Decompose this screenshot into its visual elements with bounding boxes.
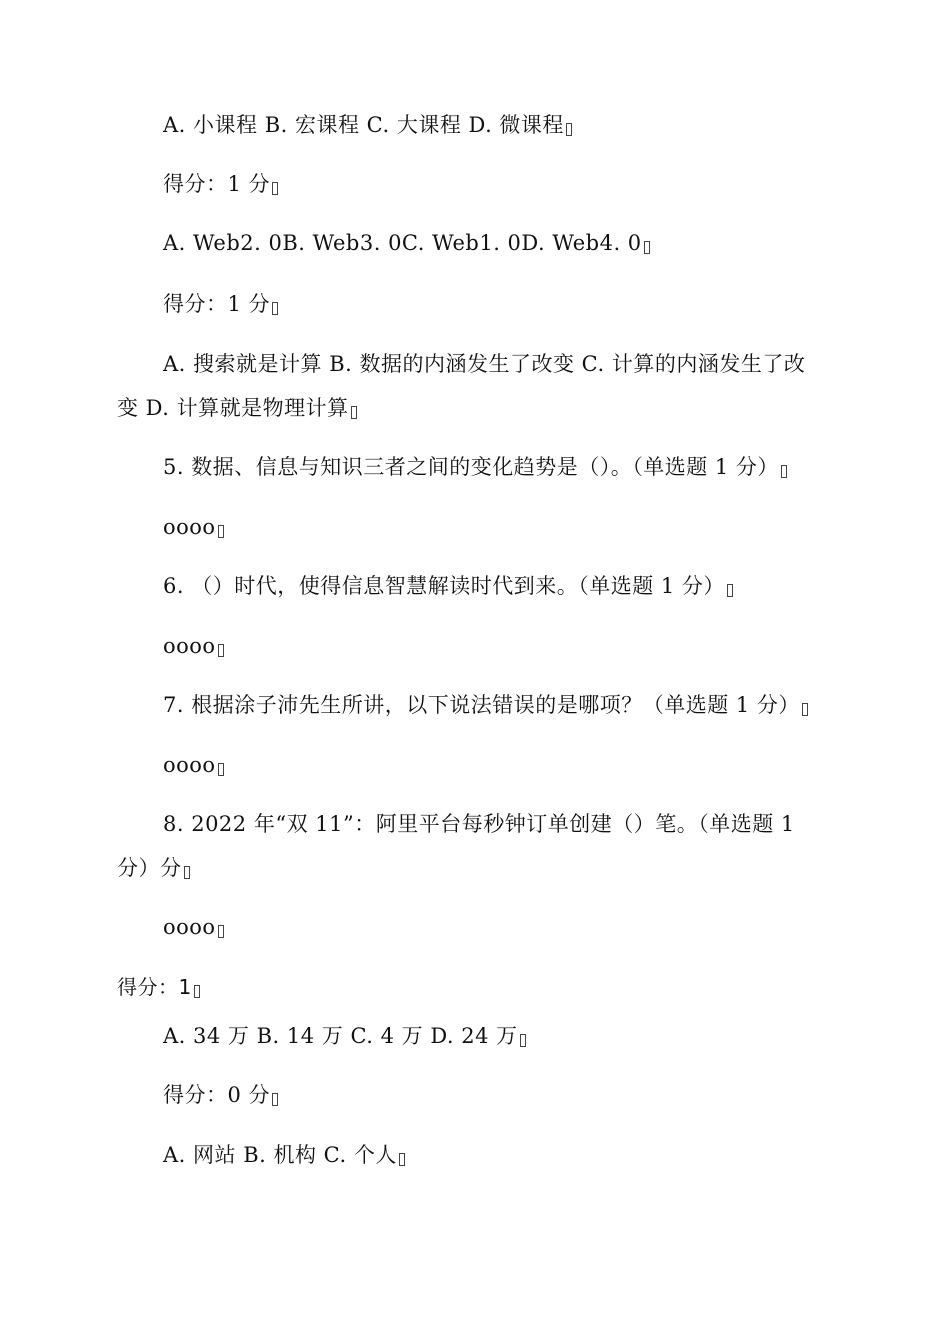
radio-options-5 — [163, 505, 823, 549]
score-text: 得分：1 分 — [163, 172, 271, 196]
score-line-3 — [163, 1073, 823, 1117]
paragraph-mark-icon — [781, 465, 787, 478]
question-6 — [163, 564, 823, 608]
question-7 — [163, 683, 823, 727]
radio-options-text: oooo — [163, 915, 216, 939]
options-text: A. 34 万 B. 14 万 C. 4 万 D. 24 万 — [163, 1024, 518, 1048]
paragraph-mark-icon — [802, 703, 808, 716]
paragraph-mark-icon — [272, 182, 278, 195]
options-text: A. 小课程 B. 宏课程 C. 大课程 D. 微课程 — [163, 113, 564, 137]
radio-options-text: oooo — [163, 634, 216, 658]
question-text: 6. （）时代，使得信息智慧解读时代到来。（单选题 1 分） — [163, 574, 725, 598]
paragraph-mark-icon — [727, 584, 733, 597]
paragraph-mark-icon — [218, 644, 224, 657]
question-text: 8. 2022 年“双 11”：阿里平台每秒钟订单创建（）笔。（单选题 1 分）分 — [117, 812, 795, 880]
score-line-bold — [117, 965, 777, 1009]
score-text: 得分：1 — [117, 975, 192, 999]
score-line-1 — [163, 162, 823, 206]
radio-options-6 — [163, 624, 823, 668]
options-line-3 — [117, 342, 823, 430]
paragraph-mark-icon — [218, 925, 224, 938]
question-text: 7. 根据涂子沛先生所讲，以下说法错误的是哪项？（单选题 1 分） — [163, 693, 800, 717]
paragraph-mark-icon — [351, 406, 357, 419]
paragraph-mark-icon — [520, 1034, 526, 1047]
options-line-1 — [163, 103, 823, 147]
paragraph-mark-icon — [194, 985, 200, 998]
paragraph-mark-icon — [272, 302, 278, 315]
paragraph-mark-icon — [272, 1093, 278, 1106]
question-text: 5. 数据、信息与知识三者之间的变化趋势是（）。（单选题 1 分） — [163, 455, 779, 479]
options-line-4 — [163, 1014, 823, 1058]
options-text: A. 网站 B. 机构 C. 个人 — [163, 1143, 397, 1167]
score-line-2 — [163, 282, 823, 326]
question-5 — [163, 445, 823, 489]
score-text: 得分：1 分 — [163, 292, 271, 316]
radio-options-text: oooo — [163, 515, 216, 539]
paragraph-mark-icon — [399, 1153, 405, 1166]
options-text: A. Web2. 0B. Web3. 0C. Web1. 0D. Web4. 0 — [163, 231, 642, 255]
radio-options-8 — [163, 905, 823, 949]
paragraph-mark-icon — [184, 866, 190, 879]
radio-options-text: oooo — [163, 753, 216, 777]
paragraph-mark-icon — [566, 123, 572, 136]
question-8 — [117, 802, 823, 890]
options-line-2 — [163, 221, 823, 265]
paragraph-mark-icon — [644, 241, 650, 254]
options-line-5 — [163, 1133, 823, 1177]
paragraph-mark-icon — [218, 763, 224, 776]
score-text: 得分：0 分 — [163, 1083, 271, 1107]
radio-options-7 — [163, 743, 823, 787]
paragraph-mark-icon — [218, 525, 224, 538]
options-text: A. 搜索就是计算 B. 数据的内涵发生了改变 C. 计算的内涵发生了改变 D. 计算就是物理计算 — [117, 352, 806, 420]
